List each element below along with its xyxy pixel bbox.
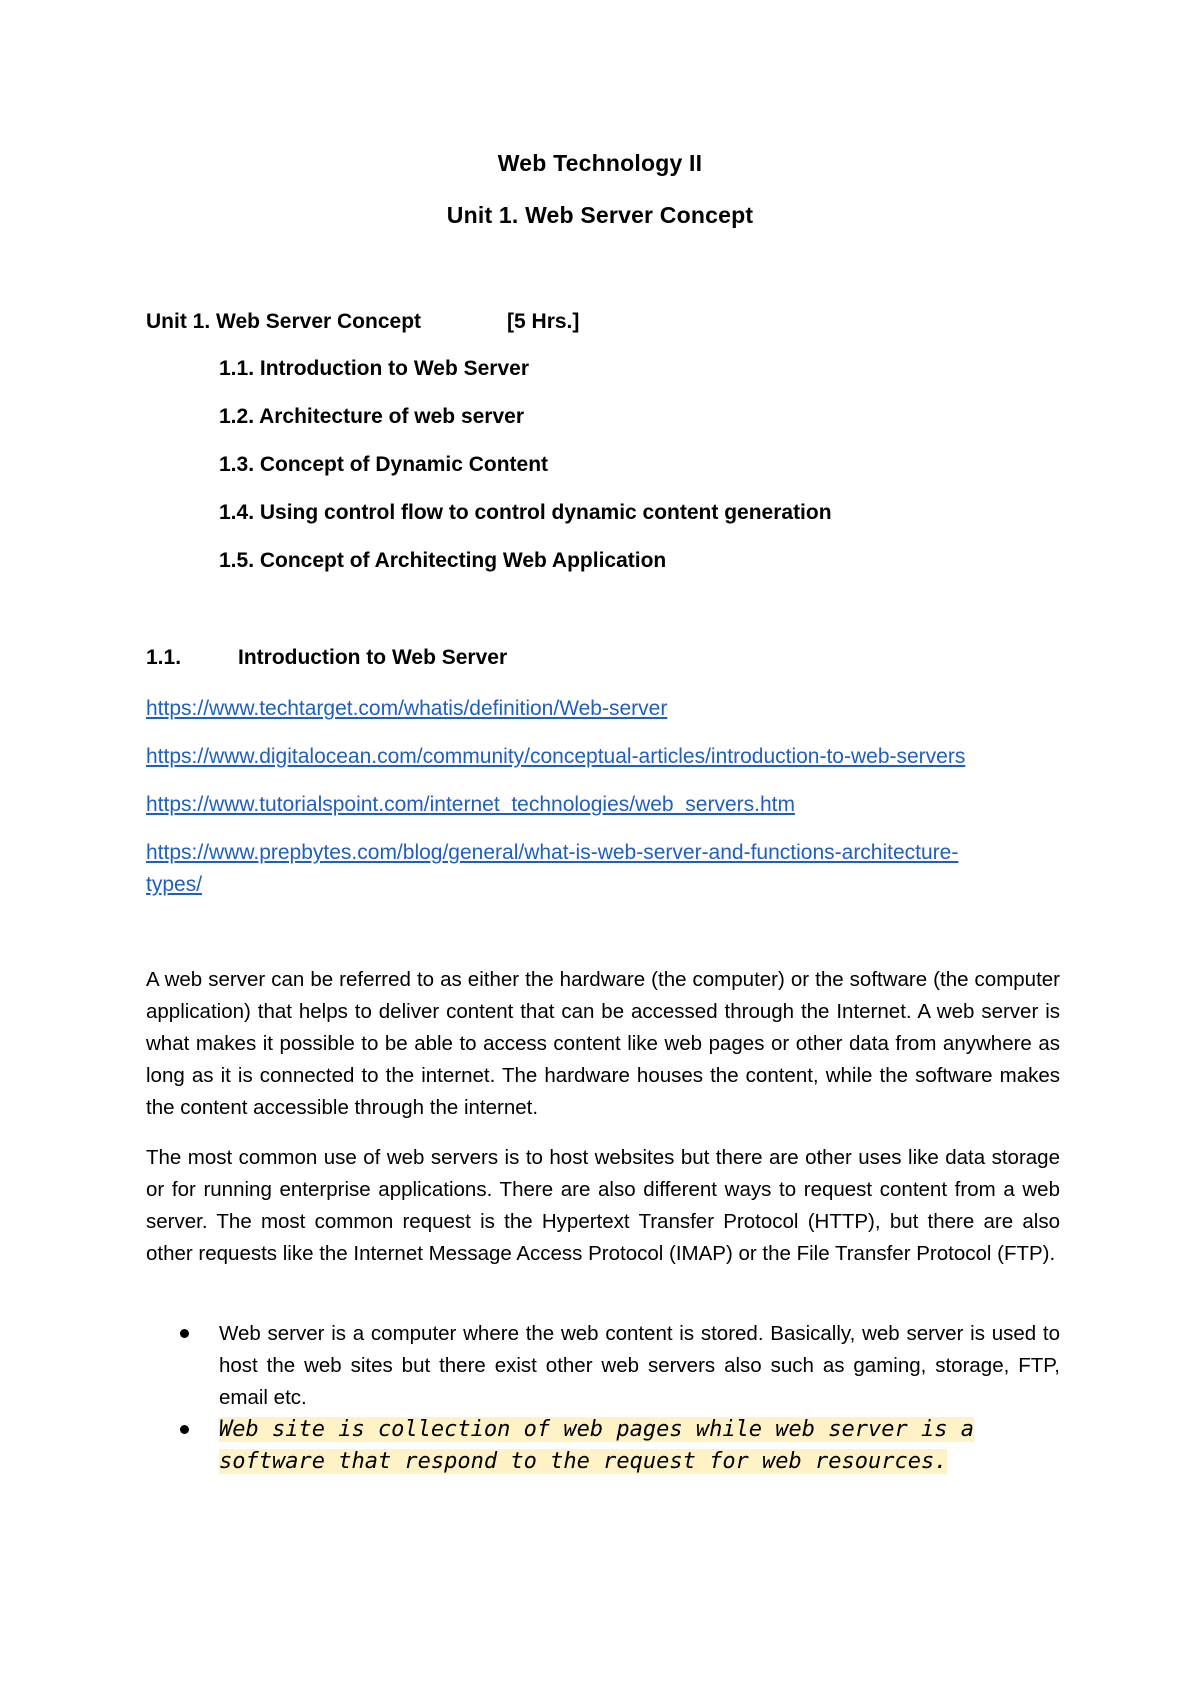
section-number: 1.1.	[146, 646, 182, 669]
body-paragraph: The most common use of web servers is to host websites but there are other uses like data storage or for running enterprise applications. There are also different ways to request content from a web server. The most common request is the Hypertext Transfer Protocol (HTTP), but there are also other requests like the Internet Message Access Protocol (IMAP) or the File Transfer Protocol (FTP).	[146, 1146, 1060, 1265]
bullet-text-highlighted	[219, 1414, 1060, 1478]
bullet-icon	[180, 1329, 189, 1338]
bullet-icon	[180, 1425, 189, 1434]
course-title: Web Technology II	[497, 150, 703, 176]
highlighted-text: Web site is collection of web pages while web server is a software that respond to the request for web resources.	[219, 1417, 974, 1474]
reference-link[interactable]: https://www.techtarget.com/whatis/definition/Web-server	[146, 697, 668, 720]
topic-item: 1.1. Introduction to Web Server	[219, 357, 529, 380]
topic-item: 1.4. Using control flow to control dynamic content generation	[219, 501, 832, 524]
body-paragraph: A web server can be referred to as either the hardware (the computer) or the software (the computer application) that helps to deliver content that can be accessed through the Internet. A web server is what makes it possible to be able to access content like web pages or other data from anywhere as long as it is connected to the internet. The hardware houses the content, while the software makes the content accessible through the internet.	[146, 968, 1060, 1119]
reference-link[interactable]: https://www.tutorialspoint.com/internet_technologies/web_servers.htm	[146, 793, 795, 816]
reference-link[interactable]: https://www.digitalocean.com/community/conceptual-articles/introduction-to-web-servers	[146, 745, 966, 768]
topic-item: 1.5. Concept of Architecting Web Application	[219, 549, 667, 572]
section-heading	[146, 646, 507, 670]
topic-item: 1.3. Concept of Dynamic Content	[219, 453, 549, 476]
topic-item: 1.2. Architecture of web server	[219, 405, 525, 428]
syllabus-unit-heading	[146, 310, 579, 334]
unit-title: Unit 1. Web Server Concept	[446, 202, 754, 228]
reference-link-continuation[interactable]: types/	[146, 873, 203, 896]
section-title: Introduction to Web Server	[238, 646, 508, 669]
syllabus-hours: [5 Hrs.]	[507, 310, 580, 333]
reference-link[interactable]: https://www.prepbytes.com/blog/general/what-is-web-server-and-functions-architecture-	[146, 841, 959, 864]
bullet-text: Web server is a computer where the web content is stored. Basically, web server is used to host the web sites but there exist other web servers also such as gaming, storage, FTP, email etc.	[219, 1322, 1060, 1409]
syllabus-unit-label: Unit 1. Web Server Concept	[146, 310, 422, 333]
